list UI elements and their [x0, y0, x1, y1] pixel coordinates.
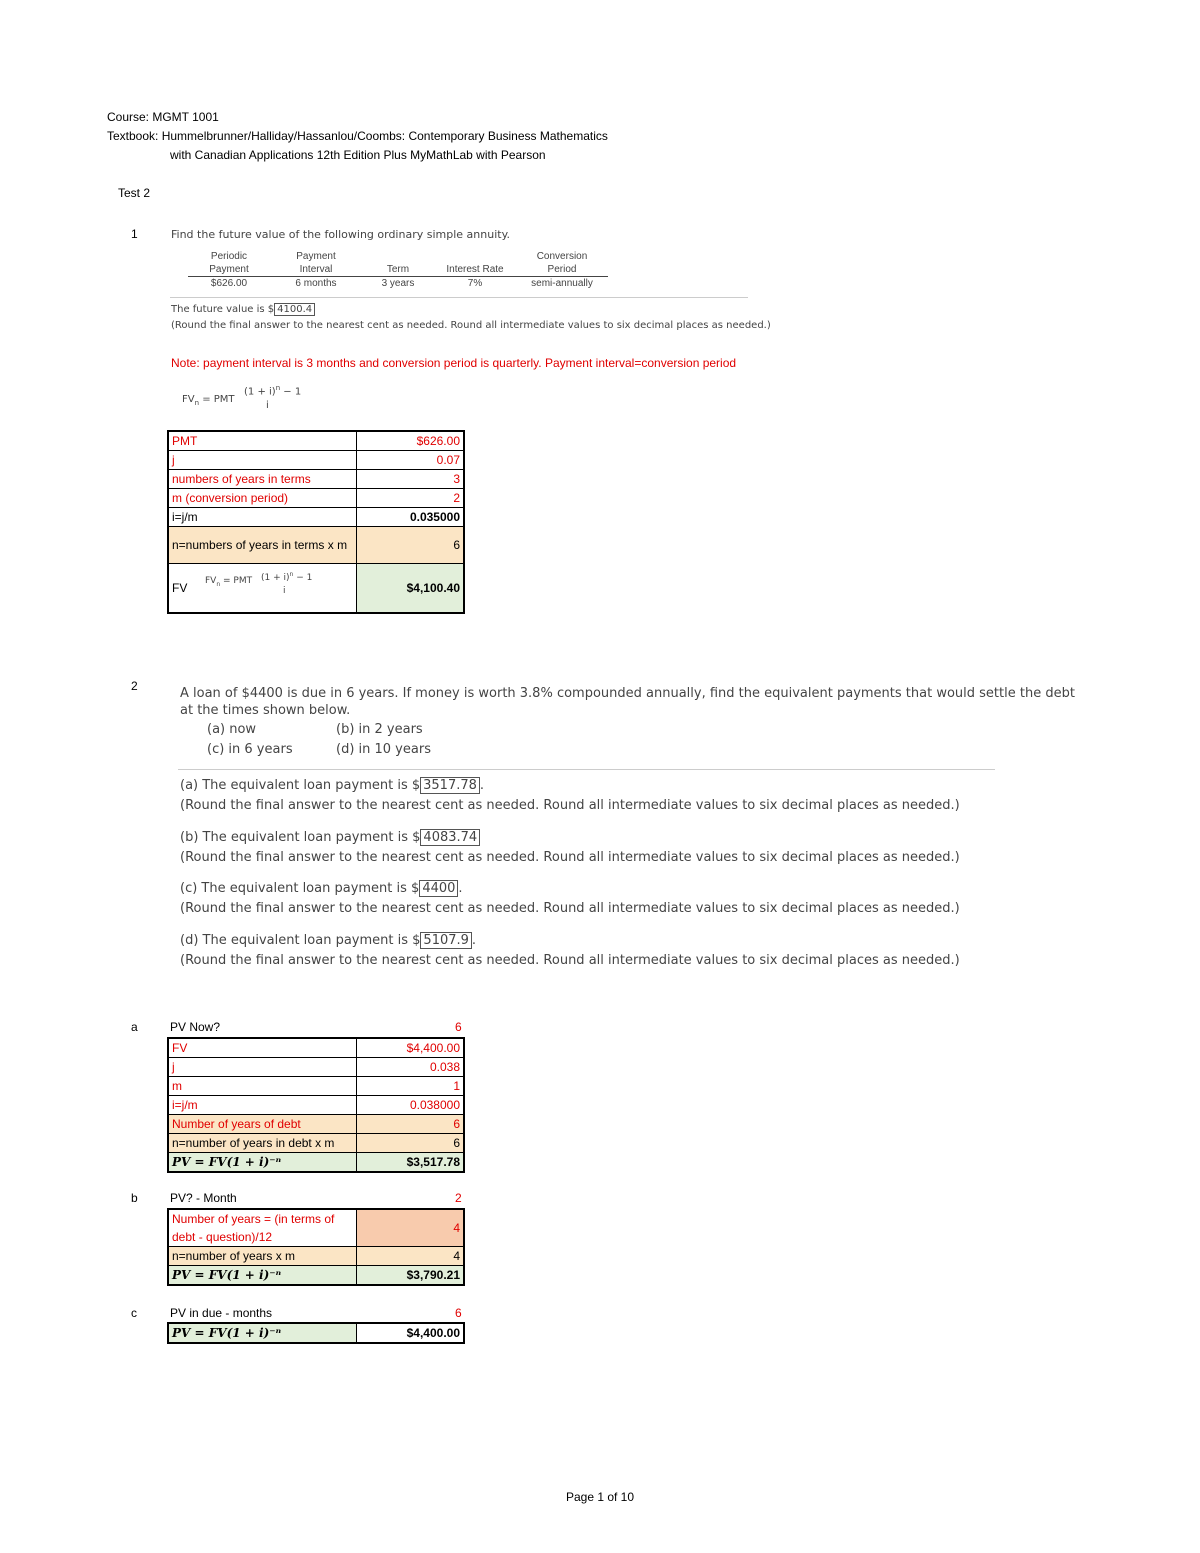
row-label: n=number of years x m	[168, 1247, 356, 1266]
formula-lhs: FV	[205, 576, 217, 586]
row-value: 0.038	[356, 1058, 464, 1077]
row-label: FV	[168, 1038, 356, 1058]
table-row	[168, 1038, 464, 1058]
answer-box: 3517.78	[420, 777, 480, 794]
row-label: j	[168, 1058, 356, 1077]
textbook-line-2: with Canadian Applications 12th Edition Plus MyMathLab with Pearson	[170, 148, 546, 162]
col-value: $626.00	[210, 278, 248, 289]
row-label: PMT	[168, 431, 356, 451]
table-row	[168, 1153, 464, 1173]
row-value: $4,100.40	[356, 564, 464, 614]
part-b-sheet	[167, 1208, 465, 1286]
formula-eq: = PMT	[220, 576, 253, 586]
q2-round-note: (Round the final answer to the nearest cent as needed. Round all intermediate values to six decimal places as needed.)	[180, 850, 960, 865]
row-value: 6	[356, 1134, 464, 1153]
formula-num: (1 + i)	[244, 386, 276, 398]
formula-lhs: FV	[182, 394, 195, 405]
part-c-sheet	[167, 1322, 465, 1344]
q1-sheet	[167, 430, 465, 614]
table-row	[168, 508, 464, 527]
table-row	[168, 1323, 464, 1343]
row-label: j	[168, 451, 356, 470]
table-row	[168, 1134, 464, 1153]
table-row	[168, 527, 464, 564]
question-1-number: 1	[131, 227, 138, 241]
formula-sub: n	[194, 399, 200, 407]
part-c-title-value: 6	[455, 1306, 462, 1320]
table-row	[168, 470, 464, 489]
q1-answer-line	[171, 304, 315, 315]
col-h2: Period	[547, 264, 577, 275]
q2-answer-b	[180, 830, 480, 845]
row-label: i=j/m	[168, 508, 356, 527]
row-value: 4	[356, 1247, 464, 1266]
result-value: $3,517.78	[356, 1153, 464, 1173]
col-h2: Term	[386, 264, 410, 275]
part-c-letter: c	[131, 1306, 137, 1320]
table-row	[168, 1058, 464, 1077]
question-2-number: 2	[131, 679, 138, 693]
formula-exp: n	[289, 571, 294, 578]
pv-formula: PV = FV(1 + i)⁻ⁿ	[168, 1266, 356, 1286]
pv-formula: PV = FV(1 + i)⁻ⁿ	[168, 1323, 356, 1343]
part-b-letter: b	[131, 1191, 138, 1205]
table-row	[168, 1077, 464, 1096]
table-row	[168, 1247, 464, 1266]
row-value: $4,400.00	[356, 1038, 464, 1058]
table-row	[168, 564, 464, 614]
row-value: $626.00	[356, 431, 464, 451]
course-line: Course: MGMT 1001	[107, 110, 219, 124]
part-c-title: PV in due - months	[170, 1306, 273, 1320]
answer-prefix: (b) The equivalent loan payment is $	[180, 830, 421, 845]
row-value: 3	[356, 470, 464, 489]
part-b-title: PV? - Month	[170, 1191, 237, 1205]
fv-label-cell	[168, 564, 356, 614]
part-a-letter: a	[131, 1020, 138, 1034]
question-1-prompt: Find the future value of the following ordinary simple annuity.	[171, 228, 511, 241]
col-h1: Periodic	[210, 251, 248, 262]
row-label: n=numbers of years in terms x m	[168, 527, 356, 564]
annuity-formula	[182, 380, 312, 414]
formula-minus: − 1	[280, 386, 302, 398]
row-label: n=number of years in debt x m	[168, 1134, 356, 1153]
row-value: 1	[356, 1077, 464, 1096]
row-value: 2	[356, 489, 464, 508]
row-label: Number of years of debt	[168, 1115, 356, 1134]
q2-round-note: (Round the final answer to the nearest cent as needed. Round all intermediate values to six decimal places as needed.)	[180, 901, 960, 916]
formula-minus: − 1	[293, 573, 313, 583]
table-row	[168, 431, 464, 451]
row-label: m	[168, 1077, 356, 1096]
table-row	[168, 1266, 464, 1286]
col-h2: Interest Rate	[446, 264, 504, 275]
result-value: $3,790.21	[356, 1266, 464, 1286]
col-value: semi-annually	[531, 278, 593, 289]
q2-answer-a: (a) The equivalent loan payment is $ 3517.78 .	[180, 778, 485, 793]
row-value: 6	[356, 527, 464, 564]
row-value: 4	[356, 1209, 464, 1247]
formula-exp: n	[275, 384, 281, 392]
col-h1	[434, 250, 516, 263]
row-label: m (conversion period)	[168, 489, 356, 508]
formula-num: (1 + i)	[261, 573, 290, 583]
q1-round-note: (Round the final answer to the nearest cent as needed. Round all intermediate values to six decimal places as needed.)	[171, 320, 771, 331]
answer-box: 4400	[419, 880, 458, 897]
part-a-sheet	[167, 1037, 465, 1173]
pv-formula: PV = FV(1 + i)⁻ⁿ	[168, 1153, 356, 1173]
textbook-line: Textbook: Hummelbrunner/Halliday/Hassanlou/Coombs: Contemporary Business Mathematics	[107, 129, 608, 143]
row-value: 0.07	[356, 451, 464, 470]
result-value: $4,400.00	[356, 1323, 464, 1343]
col-h1: Payment	[296, 251, 336, 262]
row-value: 0.038000	[356, 1096, 464, 1115]
row-label: numbers of years in terms	[168, 470, 356, 489]
formula-den: i	[283, 586, 286, 596]
col-h2: Interval	[299, 264, 333, 275]
test-title: Test 2	[118, 186, 151, 200]
row-label: i=j/m	[168, 1096, 356, 1115]
formula-sub: n	[216, 580, 221, 588]
col-h1: Conversion	[536, 251, 588, 262]
q2-round-note: (Round the final answer to the nearest cent as needed. Round all intermediate values to six decimal places as needed.)	[180, 798, 960, 813]
fv-formula-small	[205, 571, 313, 596]
annuity-table	[188, 250, 608, 290]
q2-option-d: (d) in 10 years	[336, 742, 431, 757]
q1-answer-box: 4100.4	[274, 303, 315, 316]
q2-prompt-line-2: at the times shown below.	[180, 703, 351, 718]
formula-den: i	[266, 400, 269, 411]
answer-prefix: (d) The equivalent loan payment is $	[180, 933, 421, 948]
table-row	[168, 1096, 464, 1115]
row-label: Number of years = (in terms of debt - question)/12	[168, 1209, 356, 1247]
answer-prefix: (c) The equivalent loan payment is $	[180, 881, 420, 896]
q2-answer-c: (c) The equivalent loan payment is $ 4400 .	[180, 881, 463, 896]
q2-option-a: (a) now	[207, 722, 257, 737]
row-label: FV	[172, 581, 188, 595]
table-row	[168, 489, 464, 508]
row-value: 6	[356, 1115, 464, 1134]
q2-answer-d: (d) The equivalent loan payment is $ 5107.9 .	[180, 933, 477, 948]
col-value: 7%	[467, 278, 483, 289]
col-h2: Payment	[209, 264, 249, 275]
col-value: 6 months	[295, 278, 337, 289]
table-row	[168, 1115, 464, 1134]
answer-box: 5107.9	[420, 932, 472, 949]
part-a-title: PV Now?	[170, 1020, 221, 1034]
col-value: 3 years	[381, 278, 415, 289]
part-a-title-value: 6	[455, 1020, 462, 1034]
divider	[178, 769, 995, 770]
divider	[170, 297, 748, 298]
page-number: Page 1 of 10	[565, 1490, 635, 1504]
row-value: 0.035000	[356, 508, 464, 527]
q1-note: Note: payment interval is 3 months and conversion period is quarterly. Payment interval=conversion period	[171, 356, 737, 370]
part-b-title-value: 2	[455, 1191, 462, 1205]
q2-option-c: (c) in 6 years	[207, 742, 293, 757]
answer-prefix: (a) The equivalent loan payment is $	[180, 778, 421, 793]
q2-round-note: (Round the final answer to the nearest cent as needed. Round all intermediate values to six decimal places as needed.)	[180, 953, 960, 968]
col-h1	[362, 250, 434, 263]
table-row	[168, 451, 464, 470]
formula-eq: = PMT	[199, 394, 235, 405]
q2-option-b: (b) in 2 years	[336, 722, 423, 737]
answer-box: 4083.74	[420, 829, 480, 846]
table-row	[168, 1209, 464, 1247]
q2-prompt-line-1: A loan of $4400 is due in 6 years. If money is worth 3.8% compounded annually, find the equivalent payments that would settle the debt	[180, 686, 1075, 701]
q1-answer-prefix: The future value is $	[171, 304, 275, 315]
